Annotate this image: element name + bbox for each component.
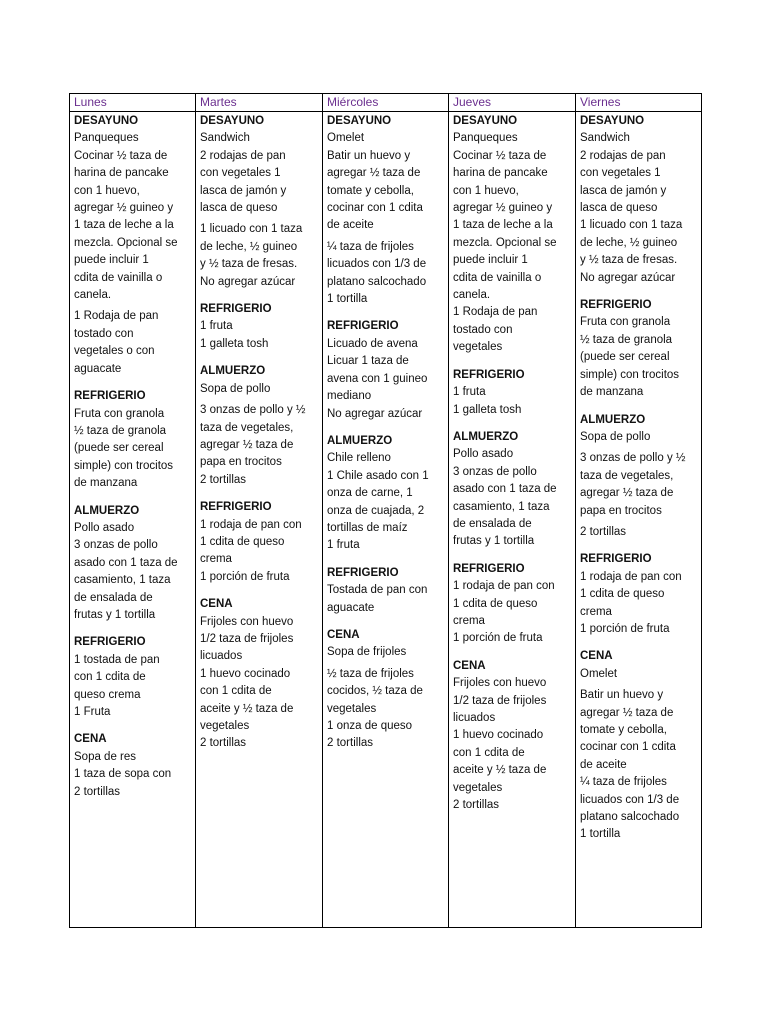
meal-description — [74, 749, 191, 801]
meal-block — [327, 627, 444, 753]
meal-text-line: ½ taza de granola — [580, 333, 673, 346]
meal-description — [580, 314, 697, 401]
meal-text-line: con 1 huevo, — [453, 184, 519, 197]
day-header-jueves: Jueves — [449, 94, 576, 112]
meal-description — [327, 582, 444, 617]
meal-text-line: agregar ½ taza de — [327, 167, 421, 180]
meal-text-line: 2 tortillas — [74, 785, 121, 798]
weekly-meal-plan-table — [69, 93, 702, 928]
day-column — [449, 112, 576, 928]
meal-heading: REFRIGERIO — [453, 562, 525, 575]
meal-block — [453, 367, 571, 419]
day-header-miercoles: Miércoles — [323, 94, 449, 112]
meal-text-line: Batir un huevo y — [327, 149, 411, 162]
meal-text-line: No agregar azúcar — [580, 271, 676, 284]
meal-text-line: Sopa de frijoles — [327, 646, 407, 659]
meal-text-line: Cocinar ½ taza de — [74, 149, 168, 162]
meal-text-line: crema — [453, 614, 485, 627]
meal-text-line: mediano — [327, 390, 372, 403]
meal-block — [74, 388, 191, 492]
meal-description — [327, 130, 444, 234]
day-header-martes: Martes — [196, 94, 323, 112]
meal-text-line: papa en trocitos — [200, 456, 282, 469]
meal-text-line: licuados — [200, 650, 243, 663]
meal-text-line: 2 rodajas de pan — [200, 149, 286, 162]
day-header-row — [70, 94, 702, 112]
meal-text-line: No agregar azúcar — [327, 407, 423, 420]
meal-heading: REFRIGERIO — [74, 390, 146, 403]
meal-text-line: 3 onzas de pollo y ½ — [580, 452, 686, 465]
meal-text-line: platano salcochado — [580, 811, 680, 824]
meal-text-line: ¼ taza de frijoles — [580, 776, 667, 789]
meal-text-line: 2 tortillas — [327, 737, 374, 750]
meal-description — [327, 666, 444, 753]
meal-text-line: con vegetales 1 — [200, 167, 281, 180]
meal-description — [200, 381, 318, 398]
meal-text-line: harina de pancake — [74, 167, 169, 180]
meal-text-line: 2 rodajas de pan — [580, 149, 666, 162]
meal-text-line: de leche, ½ guineo — [580, 236, 678, 249]
day-column — [576, 112, 702, 928]
meal-text-line: licuados — [453, 712, 496, 724]
meal-text-line: cdita de vainilla o — [453, 271, 542, 284]
meal-description — [580, 450, 697, 520]
meal-text-line: 1 galleta tosh — [200, 337, 269, 350]
meal-text-line: con 1 cdita de — [200, 685, 272, 698]
meal-description — [453, 446, 571, 550]
meal-text-line: 3 onzas de pollo — [453, 465, 537, 478]
meal-block — [327, 433, 444, 555]
meal-text-line: tostado con — [453, 323, 513, 336]
meal-text-line: tostado con — [74, 327, 134, 340]
meal-text-line: 1 tortilla — [327, 293, 368, 306]
meal-text-line: 1 galleta tosh — [453, 403, 522, 416]
meal-text-line: aceite y ½ taza de — [453, 764, 547, 777]
meal-block — [580, 297, 697, 401]
meal-text-line: tomate y cebolla, — [580, 724, 667, 736]
meal-text-line: agregar ½ taza de — [200, 438, 294, 451]
meal-description — [74, 130, 191, 304]
meal-description — [74, 308, 191, 378]
meal-text-line: con 1 cdita de — [74, 671, 146, 684]
meal-text-line: onza de cuajada, 2 — [327, 504, 425, 517]
meal-text-line: Cocinar ½ taza de — [453, 149, 547, 162]
day-column — [196, 112, 323, 928]
meal-text-line: vegetales — [453, 781, 503, 794]
meal-heading: REFRIGERIO — [74, 636, 146, 649]
meal-text-line: crema — [580, 605, 612, 618]
meal-text-line: vegetales — [327, 702, 377, 715]
meal-text-line: lasca de jamón y — [200, 184, 287, 197]
meal-text-line: 1 tostada de pan — [74, 653, 160, 666]
meal-description — [74, 406, 191, 493]
meal-text-line: licuados con 1/3 de — [580, 793, 680, 806]
meal-text-line: 1 huevo cocinado — [200, 667, 291, 680]
meal-text-line: lasca de queso — [580, 202, 658, 215]
meal-text-line: frutas y 1 tortilla — [453, 535, 535, 548]
meal-description — [580, 687, 697, 844]
meal-heading: ALMUERZO — [580, 413, 646, 426]
meal-text-line: 1 tortilla — [580, 828, 621, 841]
meal-heading: REFRIGERIO — [327, 566, 399, 579]
meal-text-line: aceite y ½ taza de — [200, 702, 294, 715]
meal-text-line: simple) con trocitos — [580, 368, 680, 381]
meal-text-line: (puede ser cereal — [74, 442, 164, 455]
meal-text-line: con vegetales 1 — [580, 167, 661, 180]
day-column — [70, 112, 196, 928]
meal-text-line: 2 tortillas — [200, 473, 247, 486]
meal-block — [453, 113, 571, 357]
meal-heading: DESAYUNO — [327, 115, 392, 127]
meal-text-line: y ½ taza de fresas. — [580, 254, 678, 267]
meal-text-line: Panqueques — [74, 132, 139, 145]
meal-text-line: 1 porción de fruta — [580, 622, 670, 635]
meal-text-line: 1 porción de fruta — [453, 632, 543, 645]
meal-text-line: canela. — [74, 289, 112, 302]
meal-text-line: Sopa de pollo — [580, 430, 651, 443]
meal-text-line: 1 licuado con 1 taza — [200, 223, 303, 236]
meal-block — [580, 551, 697, 638]
meal-heading: ALMUERZO — [453, 430, 519, 443]
meal-text-line: de ensalada de — [453, 517, 532, 530]
meal-text-line: queso crema — [74, 688, 141, 701]
meal-heading: CENA — [327, 628, 360, 641]
meal-text-line: agregar ½ taza de — [580, 487, 674, 500]
meal-text-line: casamiento, 1 taza — [453, 500, 550, 513]
meal-description — [453, 578, 571, 648]
meal-text-line: con 1 huevo, — [74, 184, 140, 197]
meal-description — [200, 517, 318, 587]
meal-description — [580, 130, 697, 287]
meal-description — [74, 520, 191, 624]
meal-text-line: Batir un huevo y — [580, 689, 664, 702]
day-column — [323, 112, 449, 928]
meal-description — [580, 524, 697, 541]
meal-text-line: 1 rodaja de pan con — [200, 518, 302, 531]
meal-description — [580, 666, 697, 683]
meal-description — [453, 675, 571, 814]
meal-text-line: vegetales — [453, 341, 503, 354]
meal-text-line: Omelet — [580, 667, 618, 680]
meal-text-line: platano salcochado — [327, 275, 427, 288]
meal-text-line: 1 taza de leche a la — [74, 219, 174, 232]
meal-text-line: No agregar azúcar — [200, 275, 296, 288]
meal-heading: CENA — [200, 598, 233, 611]
meal-heading: REFRIGERIO — [200, 303, 272, 316]
meal-text-line: 1 porción de fruta — [200, 570, 290, 583]
meal-description — [200, 130, 318, 217]
meal-block — [74, 634, 191, 721]
meal-heading: CENA — [580, 650, 613, 663]
meal-text-line: 1 cdita de queso — [200, 535, 285, 548]
meal-block — [327, 113, 444, 308]
meal-block — [453, 658, 571, 815]
meal-block — [453, 429, 571, 551]
meal-text-line: 1/2 taza de frijoles — [453, 694, 547, 707]
meal-text-line: tortillas de maíz — [327, 521, 408, 534]
meal-text-line: Pollo asado — [453, 448, 514, 461]
meal-text-line: asado con 1 taza de — [74, 556, 178, 569]
meal-text-line: 3 onzas de pollo y ½ — [200, 404, 306, 417]
meal-text-line: Frijoles con huevo — [200, 615, 294, 628]
meal-text-line: licuados con 1/3 de — [327, 258, 427, 271]
meal-text-line: taza de vegetales, — [580, 469, 674, 482]
meal-text-line: agregar ½ guineo y — [74, 202, 174, 215]
meal-block — [200, 363, 318, 489]
meal-text-line: Sopa de pollo — [200, 382, 271, 395]
meal-text-line: lasca de queso — [200, 202, 278, 215]
meal-heading: CENA — [453, 659, 486, 672]
meal-text-line: taza de vegetales, — [200, 421, 294, 434]
meal-text-line: mezcla. Opcional se — [74, 236, 178, 249]
meal-text-line: 1 cdita de queso — [453, 597, 538, 610]
meal-text-line: tomate y cebolla, — [327, 184, 414, 197]
meal-text-line: ½ taza de frijoles — [327, 667, 414, 680]
meal-heading: REFRIGERIO — [453, 368, 525, 381]
meal-text-line: de leche, ½ guineo — [200, 240, 298, 253]
meal-text-line: 1 taza de leche a la — [453, 219, 553, 232]
meal-block — [200, 499, 318, 586]
meal-description — [327, 239, 444, 309]
meal-heading: DESAYUNO — [580, 115, 645, 127]
meal-text-line: avena con 1 guineo — [327, 372, 428, 385]
meal-text-line: de ensalada de — [74, 591, 153, 604]
meal-heading: DESAYUNO — [453, 115, 518, 127]
meal-content-row — [70, 112, 702, 928]
meal-description — [200, 402, 318, 489]
meal-text-line: Licuado de avena — [327, 337, 418, 350]
meal-text-line: lasca de jamón y — [580, 184, 667, 197]
meal-text-line: agregar ½ taza de — [580, 706, 674, 719]
meal-text-line: Licuar 1 taza de — [327, 355, 409, 368]
meal-block — [74, 503, 191, 625]
meal-text-line: 1 cdita de queso — [580, 588, 665, 601]
meal-text-line: (puede ser cereal — [580, 351, 670, 364]
meal-description — [453, 130, 571, 356]
meal-text-line: 1 rodaja de pan con — [580, 570, 682, 583]
meal-block — [200, 113, 318, 291]
meal-text-line: Pollo asado — [74, 521, 135, 534]
meal-description — [453, 384, 571, 419]
meal-block — [200, 596, 318, 753]
meal-text-line: 1 fruta — [327, 539, 360, 552]
meal-text-line: mezcla. Opcional se — [453, 236, 557, 249]
meal-text-line: 1 Rodaja de pan — [74, 310, 159, 323]
meal-block — [580, 648, 697, 843]
meal-text-line: 3 onzas de pollo — [74, 539, 158, 552]
meal-text-line: 1 huevo cocinado — [453, 729, 544, 742]
day-header-lunes: Lunes — [70, 94, 196, 112]
meal-text-line: de manzana — [74, 477, 138, 490]
meal-text-line: Panqueques — [453, 132, 518, 145]
meal-text-line: ¼ taza de frijoles — [327, 240, 414, 253]
meal-heading: ALMUERZO — [327, 434, 393, 447]
meal-text-line: harina de pancake — [453, 167, 548, 180]
meal-text-line: frutas y 1 tortilla — [74, 608, 156, 621]
meal-block — [327, 318, 444, 422]
meal-text-line: 1/2 taza de frijoles — [200, 632, 294, 645]
meal-block — [200, 301, 318, 353]
meal-description — [327, 644, 444, 661]
meal-heading: REFRIGERIO — [327, 320, 399, 333]
meal-text-line: puede incluir 1 — [453, 254, 528, 267]
meal-text-line: casamiento, 1 taza — [74, 574, 171, 587]
meal-text-line: Sopa de res — [74, 750, 137, 763]
meal-text-line: 1 licuado con 1 taza — [580, 219, 683, 232]
meal-text-line: aguacate — [327, 601, 375, 614]
meal-text-line: ½ taza de granola — [74, 424, 167, 437]
meal-description — [200, 221, 318, 291]
meal-description — [580, 429, 697, 446]
meal-text-line: 1 onza de queso — [327, 720, 413, 732]
meal-block — [74, 731, 191, 801]
meal-text-line: 1 rodaja de pan con — [453, 580, 555, 593]
meal-text-line: Omelet — [327, 132, 365, 145]
meal-text-line: de aceite — [580, 758, 627, 771]
meal-heading: DESAYUNO — [74, 115, 139, 127]
meal-text-line: 1 Chile asado con 1 — [327, 469, 429, 482]
meal-text-line: 1 taza de sopa con — [74, 768, 172, 781]
meal-text-line: 2 tortillas — [200, 737, 247, 750]
meal-block — [453, 561, 571, 648]
meal-text-line: de aceite — [327, 219, 374, 232]
meal-heading: ALMUERZO — [200, 365, 266, 378]
meal-text-line: vegetales — [200, 720, 250, 732]
meal-text-line: Fruta con granola — [580, 316, 671, 329]
meal-text-line: aguacate — [74, 362, 122, 375]
meal-text-line: crema — [200, 553, 232, 566]
meal-text-line: 1 Rodaja de pan — [453, 306, 538, 319]
meal-text-line: agregar ½ guineo y — [453, 202, 553, 215]
meal-text-line: 1 fruta — [200, 320, 233, 333]
meal-description — [200, 318, 318, 353]
meal-text-line: Chile relleno — [327, 452, 391, 465]
meal-text-line: 2 tortillas — [453, 799, 500, 812]
meal-heading: ALMUERZO — [74, 504, 140, 517]
meal-description — [327, 336, 444, 423]
meal-text-line: de manzana — [580, 386, 644, 399]
meal-heading: REFRIGERIO — [200, 501, 272, 514]
day-header-viernes: Viernes — [576, 94, 702, 112]
meal-text-line: 2 tortillas — [580, 525, 627, 538]
meal-text-line: puede incluir 1 — [74, 254, 149, 267]
meal-block — [327, 565, 444, 617]
meal-text-line: 1 Fruta — [74, 706, 111, 718]
meal-text-line: canela. — [453, 289, 491, 302]
meal-text-line: Frijoles con huevo — [453, 677, 547, 690]
meal-text-line: cocinar con 1 cdita — [580, 741, 676, 754]
meal-text-line: simple) con trocitos — [74, 459, 174, 472]
meal-block — [580, 113, 697, 287]
meal-text-line: asado con 1 taza de — [453, 483, 557, 496]
meal-heading: REFRIGERIO — [580, 553, 652, 566]
meal-heading: DESAYUNO — [200, 115, 265, 127]
meal-text-line: Sandwich — [200, 132, 250, 145]
meal-text-line: cocinar con 1 cdita — [327, 202, 423, 215]
meal-text-line: onza de carne, 1 — [327, 487, 413, 500]
meal-heading: REFRIGERIO — [580, 299, 652, 312]
meal-text-line: Tostada de pan con — [327, 584, 428, 597]
meal-description — [327, 450, 444, 554]
meal-description — [200, 614, 318, 753]
meal-block — [580, 412, 697, 542]
meal-text-line: vegetales o con — [74, 345, 155, 358]
meal-text-line: 1 fruta — [453, 386, 486, 399]
meal-description — [580, 569, 697, 639]
meal-text-line: y ½ taza de fresas. — [200, 258, 298, 271]
meal-description — [74, 652, 191, 722]
meal-text-line: cocidos, ½ taza de — [327, 685, 423, 698]
meal-text-line: con 1 cdita de — [453, 746, 525, 759]
meal-text-line: papa en trocitos — [580, 504, 662, 517]
meal-text-line: Sandwich — [580, 132, 630, 145]
meal-heading: CENA — [74, 733, 107, 746]
meal-text-line: Fruta con granola — [74, 407, 165, 420]
meal-block — [74, 113, 191, 378]
meal-text-line: cdita de vainilla o — [74, 271, 163, 284]
